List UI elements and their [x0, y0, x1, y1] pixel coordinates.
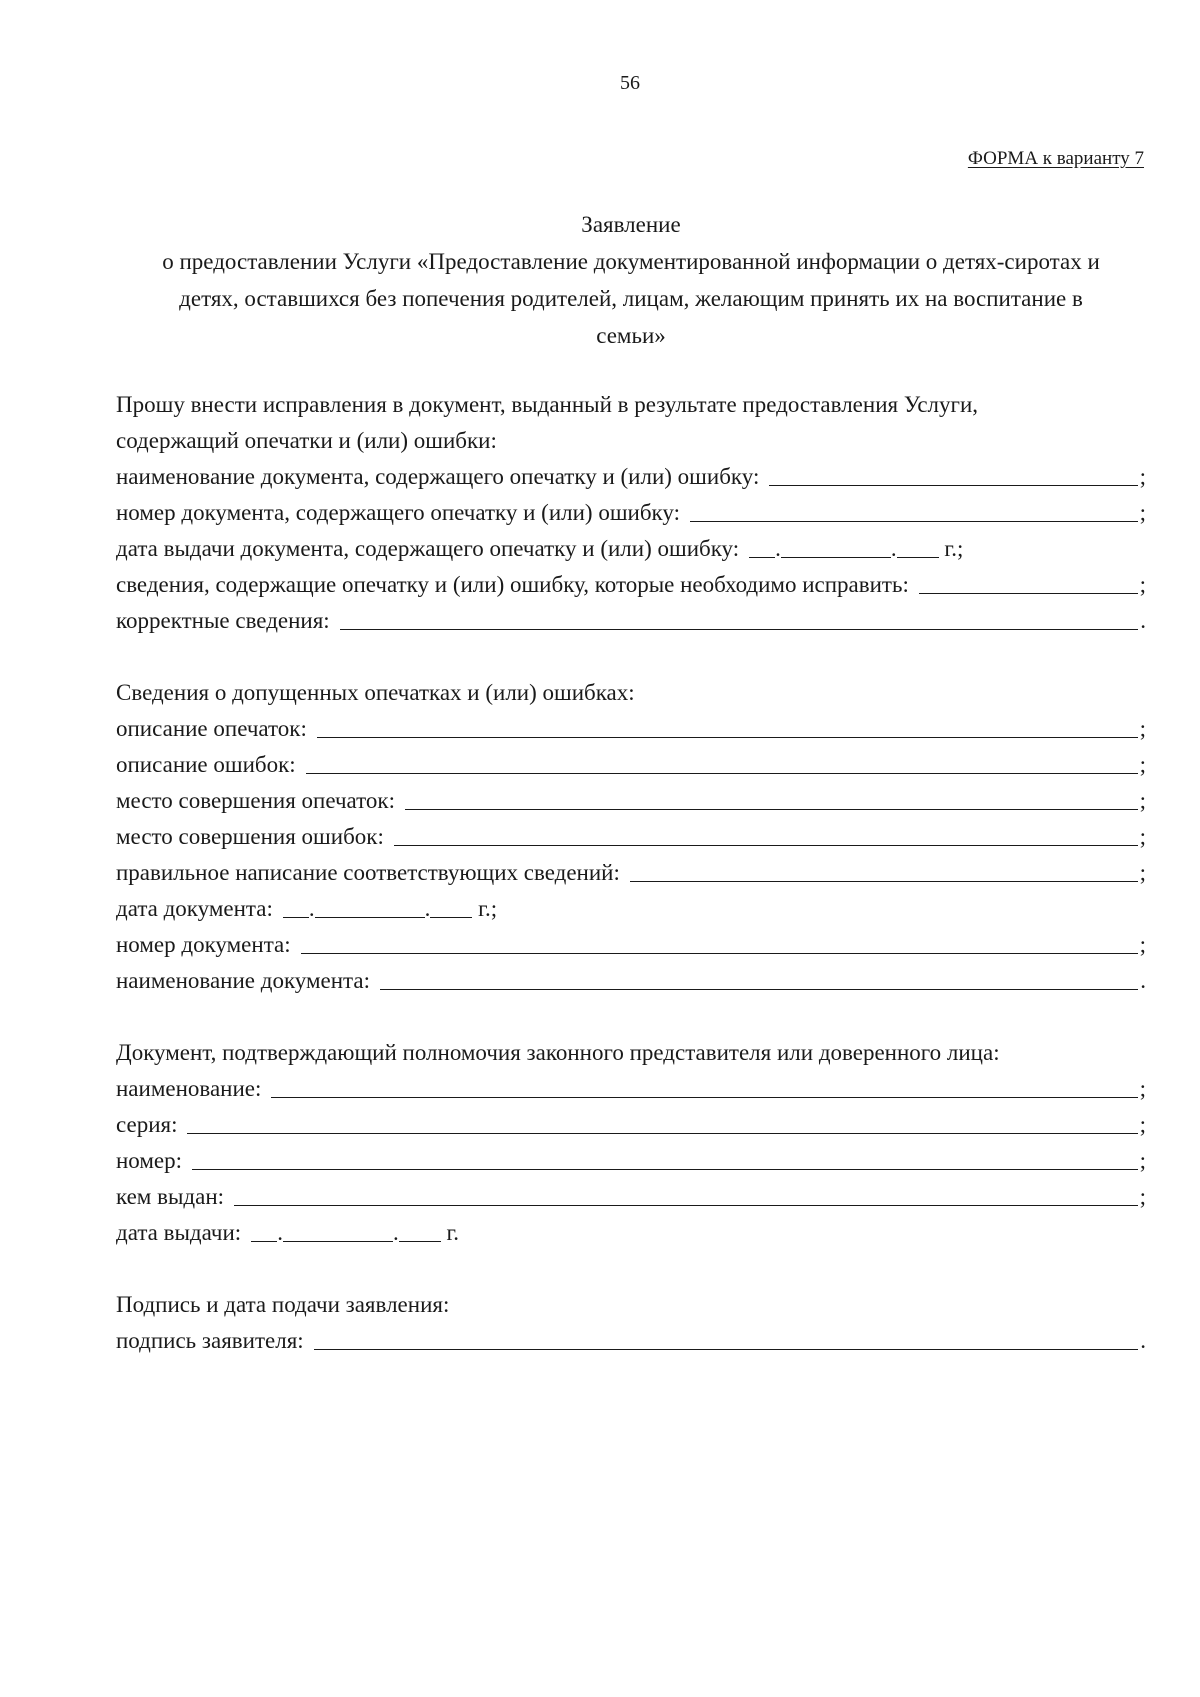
rep-series-field[interactable] — [187, 1115, 1137, 1134]
rep-name-field[interactable] — [271, 1079, 1137, 1098]
errors-desc-field[interactable] — [306, 755, 1138, 774]
errors-place-field[interactable] — [394, 827, 1138, 846]
typos-place-row: место совершения опечаток: ; — [116, 788, 1146, 813]
month-field[interactable] — [315, 899, 425, 918]
day-field[interactable] — [283, 899, 309, 918]
doc-name-row: наименование документа, содержащего опечатку и (или) ошибку: ; — [116, 464, 1146, 489]
title-line-3: семьи» — [596, 323, 666, 348]
typos-desc-row: описание опечаток: ; — [116, 716, 1146, 741]
typos-place-field[interactable] — [405, 791, 1138, 810]
issue-date-row — [116, 536, 1146, 572]
day-field[interactable] — [251, 1223, 277, 1242]
title-line-2: детях, оставшихся без попечения родителей, лицам, желающим принять их на воспитание в — [179, 286, 1083, 311]
correct-info-label: корректные сведения: — [116, 608, 330, 633]
issue-date-label: дата выдачи документа, содержащего опечатку и (или) ошибку: — [116, 536, 740, 561]
correct-info-row: корректные сведения: . — [116, 608, 1146, 633]
year-field[interactable] — [430, 899, 472, 918]
errors-place-row: место совершения ошибок: ; — [116, 824, 1146, 849]
year-field[interactable] — [399, 1223, 441, 1242]
rep-name-row: наименование: ; — [116, 1076, 1146, 1101]
rep-issued-by-row: кем выдан: ; — [116, 1184, 1146, 1209]
section1-intro-1: Прошу внести исправления в документ, выданный в результате предоставления Услуги, — [116, 392, 979, 417]
rep-number-row: номер: ; — [116, 1148, 1146, 1173]
section4-heading: Подпись и дата подачи заявления: — [116, 1292, 450, 1317]
info-label: сведения, содержащие опечатку и (или) ошибку, которые необходимо исправить: — [116, 572, 909, 597]
typos-desc-field[interactable] — [317, 719, 1138, 738]
year-field[interactable] — [897, 539, 939, 558]
correct-spelling-field[interactable] — [630, 863, 1138, 882]
form-reference: ФОРМА к варианту 7 — [967, 148, 1144, 169]
section3-heading: Документ, подтверждающий полномочия законного представителя или доверенного лица: — [116, 1040, 1000, 1065]
section1-intro-2: содержащий опечатки и (или) ошибки: — [116, 428, 497, 453]
doc-name-label: наименование документа, содержащего опечатку и (или) ошибку: — [116, 464, 760, 489]
info-row: сведения, содержащие опечатку и (или) ошибку, которые необходимо исправить: ; — [116, 572, 1146, 597]
doc-date-row: дата документа: . . г.; — [116, 896, 498, 921]
doc-number-label: номер документа, содержащего опечатку и (или) ошибку: — [116, 500, 680, 525]
title-heading: Заявление — [581, 212, 681, 237]
doc-name-field[interactable] — [769, 467, 1137, 486]
correct-spelling-row: правильное написание соответствующих сведений: ; — [116, 860, 1146, 885]
rep-series-row: серия: ; — [116, 1112, 1146, 1137]
doc-number-field[interactable] — [690, 503, 1138, 522]
document-title — [116, 206, 1146, 354]
signature-field[interactable] — [314, 1331, 1139, 1350]
doc-number-row-2: номер документа: ; — [116, 932, 1146, 957]
rep-number-field[interactable] — [192, 1151, 1138, 1170]
signature-row: подпись заявителя: . — [116, 1328, 1146, 1353]
title-line-1: о предоставлении Услуги «Предоставление документированной информации о детях-сиротах и — [162, 249, 1100, 274]
day-field[interactable] — [749, 539, 775, 558]
info-field[interactable] — [919, 575, 1138, 594]
page-number: 56 — [620, 72, 640, 94]
section2-heading: Сведения о допущенных опечатках и (или) ошибках: — [116, 680, 635, 705]
doc-date-field[interactable]: . . г.; — [283, 896, 497, 922]
month-field[interactable] — [781, 539, 891, 558]
issue-date-field[interactable]: . . г.; — [749, 536, 963, 562]
correct-info-field[interactable] — [340, 611, 1139, 630]
rep-issued-by-field[interactable] — [234, 1187, 1138, 1206]
doc-name-row-2: наименование документа: . — [116, 968, 1146, 993]
errors-desc-row: описание ошибок: ; — [116, 752, 1146, 777]
month-field[interactable] — [283, 1223, 393, 1242]
doc-number-row: номер документа, содержащего опечатку и (или) ошибку: ; — [116, 500, 1146, 525]
form-body — [116, 392, 1146, 1364]
doc-name-field-2[interactable] — [380, 971, 1138, 990]
rep-issue-date-row: дата выдачи: . . г. — [116, 1220, 460, 1245]
doc-number-field-2[interactable] — [301, 935, 1138, 954]
rep-issue-date-field[interactable]: . . г. — [251, 1220, 459, 1246]
